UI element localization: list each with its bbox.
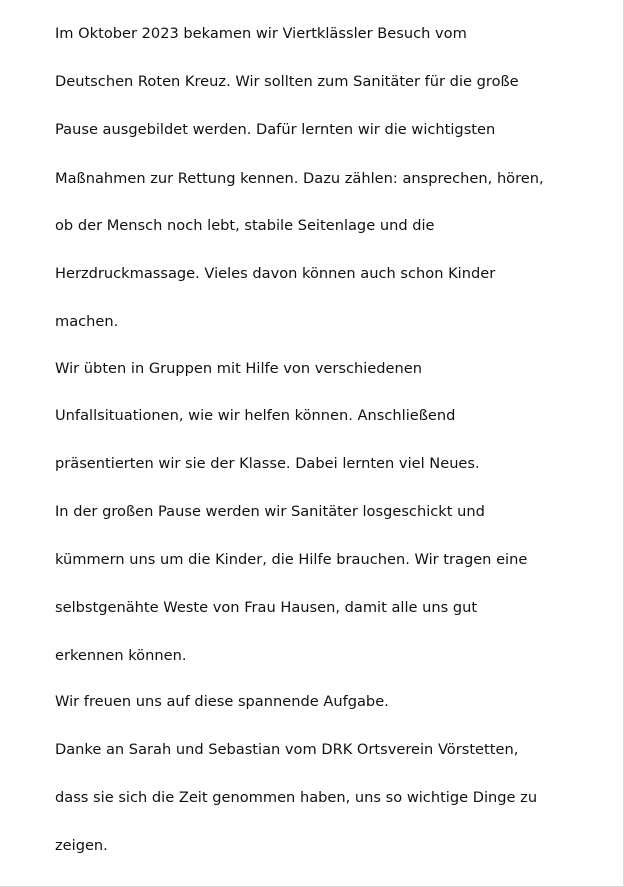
- text-line-15: Wir freuen uns auf diese spannende Aufgabe.: [55, 693, 389, 710]
- text-line-14: erkennen können.: [55, 647, 187, 664]
- text-line-18: zeigen.: [55, 837, 108, 854]
- text-line-4: Maßnahmen zur Rettung kennen. Dazu zählen: ansprechen, hören,: [55, 170, 544, 187]
- text-line-13: selbstgenähte Weste von Frau Hausen, damit alle uns gut: [55, 599, 478, 616]
- text-line-16: Danke an Sarah und Sebastian vom DRK Ortsverein Vörstetten,: [55, 741, 519, 758]
- text-line-11: In der großen Pause werden wir Sanitäter losgeschickt und: [55, 503, 485, 520]
- text-line-2: Deutschen Roten Kreuz. Wir sollten zum Sanitäter für die große: [55, 73, 519, 90]
- text-line-5: ob der Mensch noch lebt, stabile Seitenlage und die: [55, 217, 435, 234]
- text-line-8: Wir übten in Gruppen mit Hilfe von verschiedenen: [55, 360, 422, 377]
- text-line-9: Unfallsituationen, wie wir helfen können. Anschließend: [55, 407, 456, 424]
- text-line-7: machen.: [55, 313, 119, 330]
- text-line-6: Herzdruckmassage. Vieles davon können auch schon Kinder: [55, 265, 496, 282]
- text-line-3: Pause ausgebildet werden. Dafür lernten wir die wichtigsten: [55, 121, 496, 138]
- text-line-1: Im Oktober 2023 bekamen wir Viertklässler Besuch vom: [55, 25, 467, 42]
- text-line-12: kümmern uns um die Kinder, die Hilfe brauchen. Wir tragen eine: [55, 551, 528, 568]
- text-line-10: präsentierten wir sie der Klasse. Dabei lernten viel Neues.: [55, 455, 480, 472]
- text-line-17: dass sie sich die Zeit genommen haben, uns so wichtige Dinge zu: [55, 789, 538, 806]
